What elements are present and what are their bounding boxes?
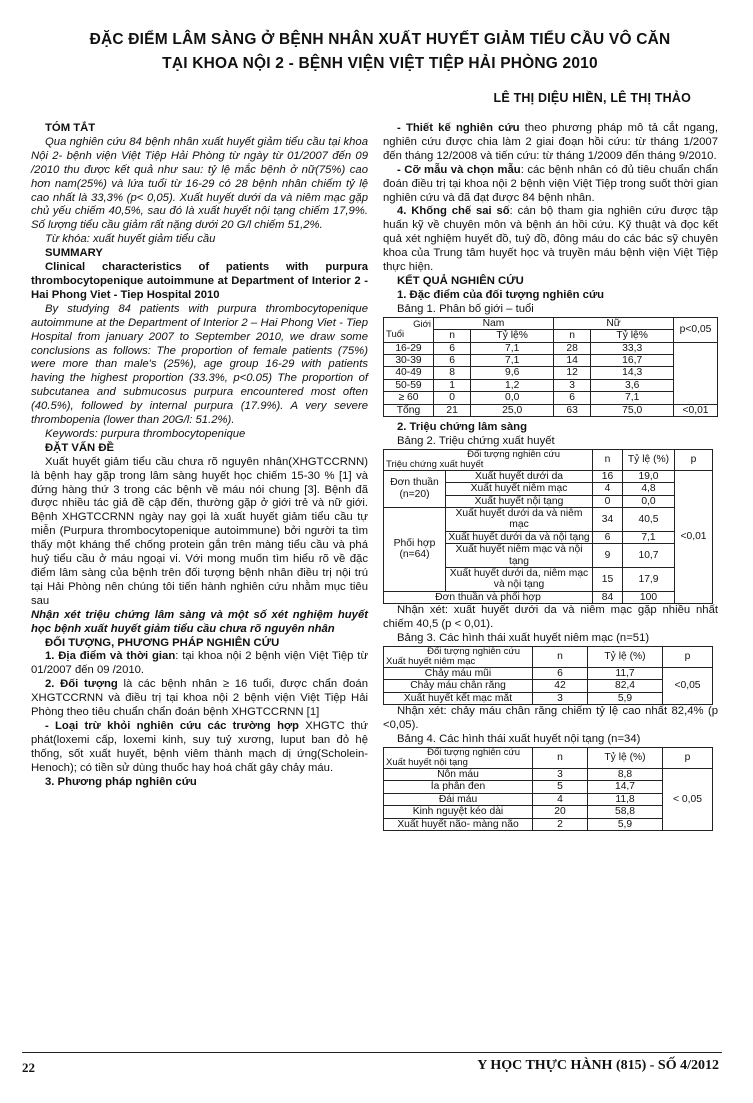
item2-label: 2. Đối tượng [45, 678, 118, 691]
table1-cell: 0,0 [471, 392, 554, 404]
comau [383, 164, 718, 206]
table2-total-n: 84 [593, 591, 623, 603]
item2 [31, 678, 368, 720]
journal-name: Y HỌC THỰC HÀNH (815) - SỐ 4/2012 [477, 1058, 719, 1073]
table4-corner [384, 747, 533, 768]
table1 [383, 317, 718, 417]
table1-cell: 63 [553, 404, 590, 416]
table1-cell: 1,2 [471, 379, 554, 391]
table2-h-tyle: Tỷ lệ (%) [623, 449, 675, 470]
thietke-label: - Thiết kế nghiên cứu [397, 122, 520, 134]
table3-h-bot: Xuất huyết niêm mạc [386, 655, 476, 667]
summary-heading: SUMMARY [45, 247, 103, 260]
table1-cell: 8 [434, 367, 471, 379]
table1-p-blank [674, 342, 718, 404]
item2-text: là các bệnh nhân ≥ 16 tuổi, được chẩn đoán XHGTCCRNN và điều trị tại khoa nội 2 bệnh viện Việt Tiệp Hải Phòng theo tiêu chuẩn chẩn đoán bệnh XHGTCCRNN [1] [31, 678, 368, 719]
item1-text: : tại khoa nội 2 bệnh viện Việt Tiệp từ 01/2007 đến 09 /2010. [31, 650, 369, 677]
table2-cell: Xuất huyết dưới da, niêm mạc và nội tạng [446, 568, 593, 592]
nhanxet3: Nhận xét: chảy máu chân răng chiếm tỷ lệ cao nhất 82,4% (p <0,05). [383, 705, 718, 732]
table2-cell: Xuất huyết dưới da và niêm mạc [446, 507, 593, 531]
keywords: Keywords: purpura thrombocytopenique [45, 427, 246, 440]
table1-cell: 12 [553, 367, 590, 379]
muctieu-text: Nhận xét triệu chứng lâm sàng và một số xét nghiệm huyết học bệnh xuất huyết giảm tiểu cầu chưa rõ nguyên nhân [31, 608, 368, 635]
comau-label: - Cỡ mẫu và chọn mẫu [397, 163, 521, 176]
table4-cell: 11,8 [588, 793, 663, 805]
table2-cell: Xuất huyết dưới da và nội tạng [446, 531, 593, 543]
table1-h-gioi: Giới [413, 318, 431, 330]
english-title: Clinical characteristics of patients with purpura thrombocytopenique autoimmune at Department of Interior 2 - Hai Phong Viet - Tiep Hospital 2010 [31, 261, 368, 301]
table4-h-bot: Xuất huyết nội tạng [386, 756, 468, 768]
table4-p-val: < 0,05 [663, 768, 713, 830]
table4-cell: 3 [533, 768, 588, 780]
table4-h-tyle: Tỷ lệ (%) [588, 747, 663, 768]
tukhoa: Từ khóa: xuất huyết giảm tiểu cầu [45, 233, 216, 246]
table4 [383, 747, 713, 831]
table1-cell: 7,1 [471, 342, 554, 354]
table3-cell: 42 [533, 680, 588, 692]
table3-cell: 11,7 [588, 667, 663, 679]
table2-cell: 34 [593, 507, 623, 531]
item1-label: 1. Địa điểm và thời gian [45, 650, 176, 663]
table1-h-nu: Nữ [553, 317, 673, 329]
table2-h-n: n [593, 449, 623, 470]
table1-cell: 16,7 [591, 354, 674, 366]
table1-cell: 14 [553, 354, 590, 366]
table1-cell: 40-49 [384, 367, 434, 379]
table1-cell: 30-39 [384, 354, 434, 366]
table2-group1: Đơn thuần (n=20) [384, 470, 446, 507]
table3-corner [384, 646, 533, 667]
table-row [384, 379, 718, 391]
table2-group2: Phối hợp (n=64) [384, 507, 446, 591]
table-row [384, 768, 713, 780]
table-row [384, 667, 713, 679]
table4-cell: 2 [533, 818, 588, 830]
item2b-text: XHGTC thứ phát(loxemi cấp, loxemi kinh, suy tuỷ xương, luput ban đỏ hệ thống, sốt xuất huyết, bệnh viêm thành mạch dị ứng(Scholein- Henoch); có tiền sử dùng thuốc hay hoá chất gây chảy máu. [31, 719, 368, 774]
authors: LÊ THỊ DIỆU HIỀN, LÊ THỊ THẢO [493, 91, 691, 105]
table-row [384, 367, 718, 379]
table2-cell: 10,7 [623, 544, 675, 568]
table1-h-nam: Nam [434, 317, 554, 329]
table1-cell: 7,1 [471, 354, 554, 366]
table-row [384, 404, 718, 416]
table4-cell: Kinh nguyệt kéo dài [384, 806, 533, 818]
table2-cell: 15 [593, 568, 623, 592]
table3-cell: Xuất huyết kết mạc mắt [384, 692, 533, 704]
table1-cell: 6 [553, 392, 590, 404]
table1-cell: 50-59 [384, 379, 434, 391]
table2-cell: 6 [593, 531, 623, 543]
table3-h-n: n [533, 646, 588, 667]
tomtat-heading: TÓM TẮT [45, 122, 96, 134]
table4-cell: 8,8 [588, 768, 663, 780]
table1-h-n1: n [434, 330, 471, 342]
datvande-text: Xuất huyết giảm tiểu cầu chưa rõ nguyên nhân(XHGTCCRNN) là bệnh hay gặp trong lâm sàng huyết học chiếm 15-30 % [1] và đứng hàng thứ 3 trong các bệnh về máu nói chung [3]. Bệnh đã được nhiều tác giả đề cập đến, thường gặp ở giới trẻ và nữ giới. Bệnh XHGTCCRNN ngày nay gọi là xuất huyết giảm tiểu cầu tự miễn (Purpura thrombocytopenique autoimmune) bởi người ta tìm thấy một kháng thể chống protein gắn trên màng tiểu cầu và phá huỷ tiểu cầu ở máu ngoại vi. Với mong muốn tìm hiểu rõ về đặc điểm lâm sàng của bệnh trên đối tượng bệnh nhân điều trị nội trú tại Hải Phòng nên chúng tôi tiến hành nghiên cứu nhằm mục tiêu sau [31, 455, 368, 607]
table1-cell: Tổng [384, 404, 434, 416]
table2-p-val: <0,01 [675, 470, 713, 603]
table1-cell: 9,6 [471, 367, 554, 379]
table4-cell: 5 [533, 781, 588, 793]
table1-cell: 6 [434, 342, 471, 354]
table4-cell: Ỉa phân đen [384, 781, 533, 793]
table4-cell: 58,8 [588, 806, 663, 818]
khongche-text: : cán bộ tham gia nghiên cứu được tập huấn kỹ về chuyên môn và bệnh án hồi cứu. Kỹ thuật và đọc kết quả xét nghiệm huyết đồ, tuỷ đồ, đông máu do các bác sỹ chuyên khoa của Trung tâm huyết học và truyền máu bệnh viện Việt Tiệp thực hiện. [383, 205, 719, 274]
table3-cell: 5,9 [588, 692, 663, 704]
article-title-line2: TẠI KHOA NỘI 2 - BỆNH VIỆN VIỆT TIỆP HẢI PHÒNG 2010 [162, 55, 598, 72]
table3-cell: 82,4 [588, 680, 663, 692]
table1-h-n2: n [553, 330, 590, 342]
table3-h-tyle: Tỷ lệ (%) [588, 646, 663, 667]
table2-cell: 0 [593, 495, 623, 507]
thietke [383, 122, 718, 164]
section2-heading: 2. Triệu chứng lâm sàng [397, 420, 527, 433]
table4-h-n: n [533, 747, 588, 768]
table3-p-val: <0,05 [663, 667, 713, 704]
table1-cell: 25,0 [471, 404, 554, 416]
table4-cell: Xuất huyết não- màng não [384, 818, 533, 830]
table1-caption: Bảng 1. Phân bố giới – tuổi [397, 302, 534, 315]
nhanxet2: Nhận xét: xuất huyết dưới da và niêm mạc gặp nhiều nhất chiếm 40,5 (p < 0,01). [383, 604, 718, 631]
table3-cell: 3 [533, 692, 588, 704]
item2b [31, 720, 368, 776]
table1-cell: 3,6 [591, 379, 674, 391]
table1-cell: 33,3 [591, 342, 674, 354]
table2-cell: 17,9 [623, 568, 675, 592]
section1-heading: 1. Đặc điểm của đối tượng nghiên cứu [397, 288, 605, 301]
thietke-text: theo phương pháp mô tả cắt ngang, nghiên cứu được chia làm 2 giai đoạn hồi cứu: từ tháng 1/2007 đến tháng 12/2008 và tiến cứu: từ tháng 1/2009 đến tháng 9/2010. [383, 122, 718, 162]
table-row [384, 507, 713, 531]
table1-cell: 7,1 [591, 392, 674, 404]
table2 [383, 449, 713, 604]
table2-cell: 16 [593, 470, 623, 482]
table3-cell: Chảy máu mũi [384, 667, 533, 679]
table4-cell: 5,9 [588, 818, 663, 830]
table1-h-p: p<0,05 [674, 317, 718, 342]
page-number: 22 [22, 1060, 35, 1075]
datvande-heading: ĐẶT VẤN ĐỀ [45, 441, 115, 454]
right-column [383, 122, 718, 831]
ketqua-heading: KẾT QUẢ NGHIÊN CỨU [397, 274, 524, 287]
table4-cell: 4 [533, 793, 588, 805]
table2-total-label: Đơn thuần và phối hợp [384, 591, 593, 603]
table1-h-tyle2: Tỷ lệ% [591, 330, 674, 342]
table2-cell: 4 [593, 483, 623, 495]
table4-caption: Bảng 4. Các hình thái xuất huyết nội tạng (n=34) [397, 732, 641, 745]
table2-cell: 4,8 [623, 483, 675, 495]
table-row [384, 342, 718, 354]
table1-p-total: <0,01 [674, 404, 718, 416]
table-row [384, 392, 718, 404]
table1-cell: ≥ 60 [384, 392, 434, 404]
item2b-label: - Loại trừ khỏi nghiên cứu các trường hợp [45, 719, 299, 732]
table4-cell: 14,7 [588, 781, 663, 793]
table-row [384, 354, 718, 366]
table1-cell: 1 [434, 379, 471, 391]
table4-h-top: Đối tượng nghiên cứu [427, 746, 520, 758]
table3-cell: Chảy máu chân răng [384, 680, 533, 692]
table2-h-top: Đối tượng nghiên cứu [467, 448, 560, 460]
table3 [383, 646, 713, 705]
table2-cell: Xuất huyết nội tạng [446, 495, 593, 507]
item1 [31, 650, 368, 678]
table-row [384, 591, 713, 603]
table1-cell: 6 [434, 354, 471, 366]
table2-cell: Xuất huyết niêm mạc và nội tạng [446, 544, 593, 568]
table4-cell: Đái máu [384, 793, 533, 805]
table4-h-p: p [663, 747, 713, 768]
table3-h-p: p [663, 646, 713, 667]
table1-h-tuoi: Tuổi [386, 328, 405, 340]
table2-cell: Xuất huyết niêm mạc [446, 483, 593, 495]
table1-cell: 14,3 [591, 367, 674, 379]
table2-cell: 7,1 [623, 531, 675, 543]
table2-cell: 0,0 [623, 495, 675, 507]
table1-h-tyle1: Tỷ lệ% [471, 330, 554, 342]
table2-cell: 19,0 [623, 470, 675, 482]
article-title-line1: ĐẶC ĐIỂM LÂM SÀNG Ở BỆNH NHÂN XUẤT HUYẾT GIẢM TIỂU CẦU VÔ CĂN [89, 31, 671, 48]
table1-corner [384, 317, 434, 342]
khongche [383, 205, 718, 275]
table3-h-top: Đối tượng nghiên cứu [427, 645, 520, 657]
doituong-heading: ĐỐI TƯỢNG, PHƯƠNG PHÁP NGHIÊN CỨU [45, 636, 280, 649]
table2-cell: 40,5 [623, 507, 675, 531]
item3: 3. Phương pháp nghiên cứu [45, 775, 197, 788]
khongche-label: 4. Khống chế sai số [397, 205, 510, 218]
table2-cell: 9 [593, 544, 623, 568]
table1-cell: 0 [434, 392, 471, 404]
english-abstract: By studying 84 patients with purpura thrombocytopenique autoimmune at the Department of Interior 2 – Hai Phong Viet - Tiep Hospital from january 2007 to September 2010, we draw some conclusions as follows: The proportion of female patients (75%) were more than male's (25%), age group 16-29 with patients having the highest proportion (33.3%, p<0.05) The proportion of subcutanea and submucosus purpura encountered most often (40.5%), followed by internal purpura (17.9%). A very severe thrombopenia (lower than 20G/l: 51.2%). [31, 302, 368, 427]
table1-cell: 16-29 [384, 342, 434, 354]
table1-cell: 21 [434, 404, 471, 416]
table3-cell: 6 [533, 667, 588, 679]
table1-cell: 3 [553, 379, 590, 391]
table2-corner [384, 449, 593, 470]
left-column [31, 122, 368, 790]
tomtat-text: Qua nghiên cứu 84 bệnh nhân xuất huyết giảm tiểu cầu tại khoa Nội 2- bệnh viện Việt Tiệp Hải Phòng từ ngày từ 01/2007 đến 09 /2010 thu được kết quả như sau: tỷ lệ mắc bệnh ở nữ(75%) cao hơn nam(25%) và lứa tuổi từ 16-29 có 28 bệnh nhân chiếm tỷ lệ cao nhất là 33,3% (p< 0,05). Xuất huyết dưới da và niêm mạc gặp chủ yếu chiếm 40,5%, sau đó là xuất huyết nội tạng chiếm 17,9%. Số lượng tiểu cầu giảm rất nặng dưới 20 G/l chiếm 51,2%. [31, 135, 368, 232]
table2-h-p: p [675, 449, 713, 470]
table4-cell: Nôn máu [384, 768, 533, 780]
table1-cell: 28 [553, 342, 590, 354]
table2-h-bot: Triệu chứng xuất huyết [386, 458, 484, 470]
table3-caption: Bảng 3. Các hình thái xuất huyết niêm mạc (n=51) [397, 632, 650, 645]
table-row [384, 470, 713, 482]
table1-cell: 75,0 [591, 404, 674, 416]
table2-cell: Xuất huyết dưới da [446, 470, 593, 482]
footer-divider [22, 1052, 722, 1053]
table4-cell: 20 [533, 806, 588, 818]
comau-text: : các bệnh nhân có đủ tiêu chuẩn chẩn đoán điều trị tại khoa nội 2 bệnh viện Việt Tiệp trong suốt thời gian nghiên cứu và đã đạt được 84 bệnh nhân. [383, 163, 719, 204]
table2-total-pct: 100 [623, 591, 675, 603]
table2-caption: Bảng 2. Triệu chứng xuất huyết [397, 434, 555, 447]
